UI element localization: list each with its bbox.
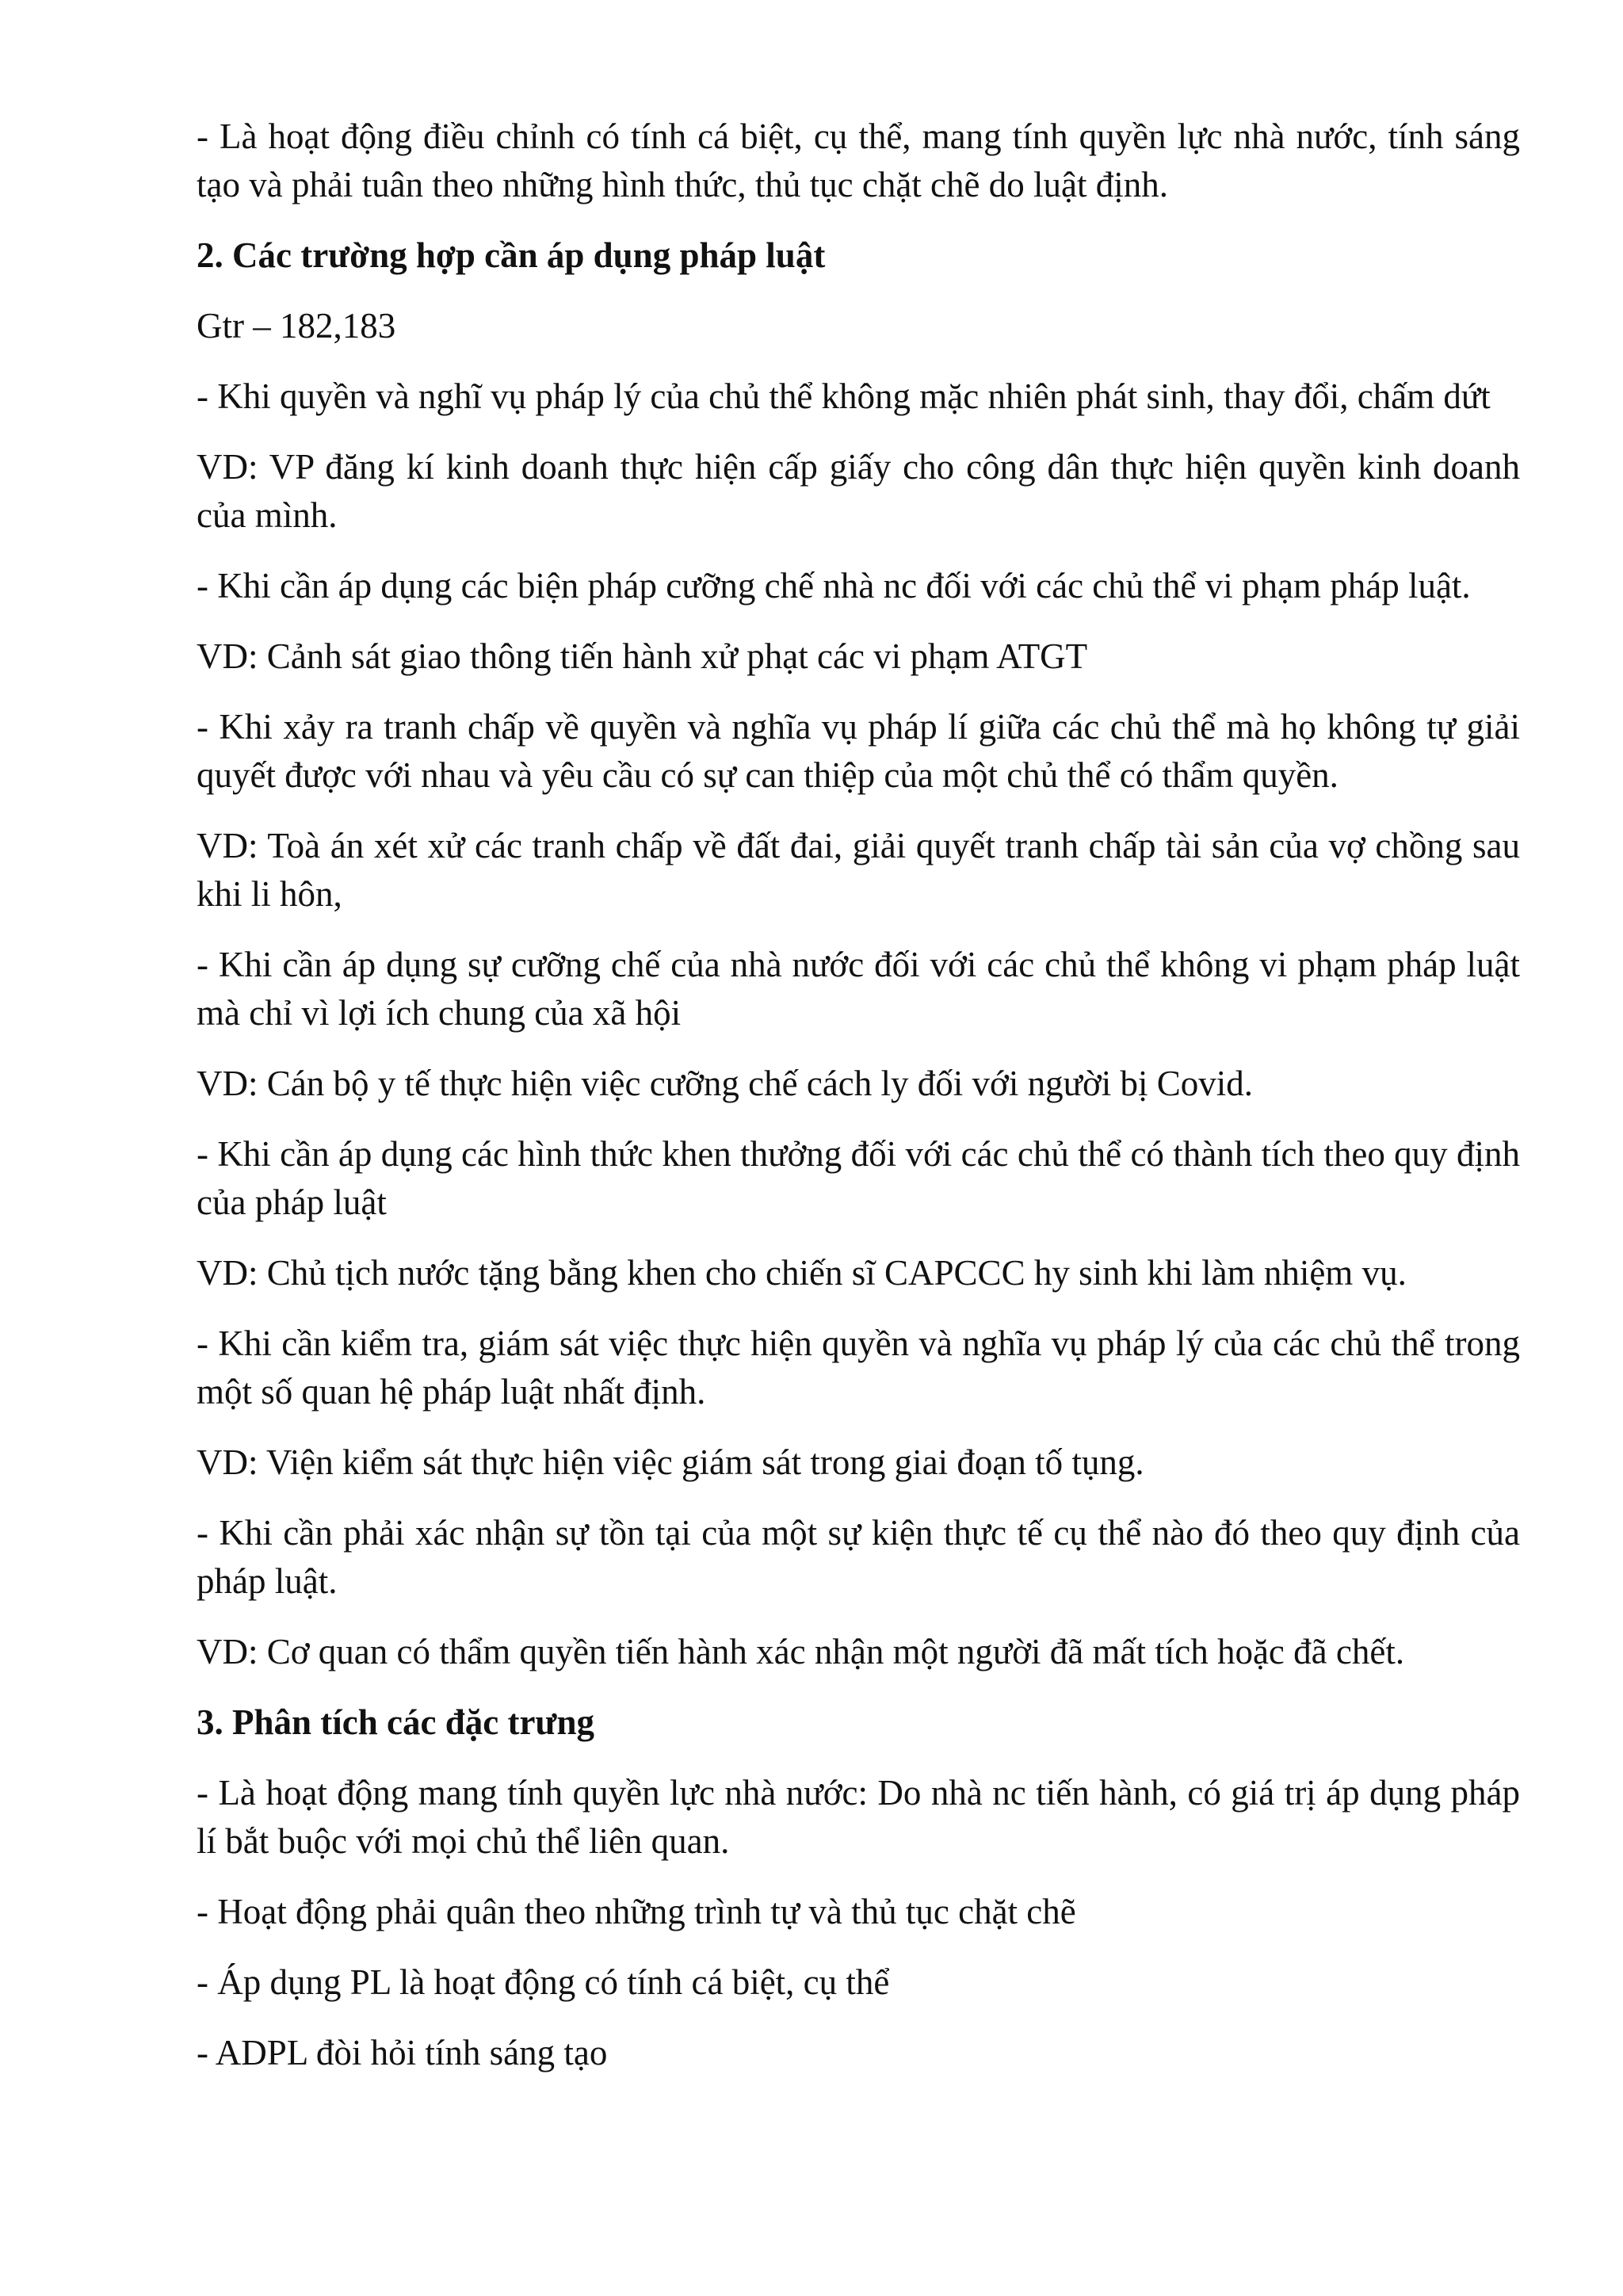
feature-1-paragraph: - Là hoạt động mang tính quyền lực nhà nước: Do nhà nc tiến hành, có giá trị áp dụng pháp lí bắt buộc với mọi chủ thể liên quan. — [197, 1773, 1520, 1861]
textbook-reference: Gtr – 182,183 — [197, 306, 396, 346]
case-6-paragraph: - Khi cần kiểm tra, giám sát việc thực hiện quyền và nghĩa vụ pháp lý của các chủ thể trong một số quan hệ pháp luật nhất định. — [197, 1324, 1520, 1412]
case-4-example: VD: Cán bộ y tế thực hiện việc cưỡng chế cách ly đối với người bị Covid. — [197, 1064, 1254, 1103]
section-2-heading: 2. Các trường hợp cần áp dụng pháp luật — [197, 235, 826, 275]
section-3-heading: 3. Phân tích các đặc trưng — [197, 1702, 594, 1742]
feature-3-paragraph: - Áp dụng PL là hoạt động có tính cá biệt, cụ thể — [197, 1962, 890, 2002]
case-5-example: VD: Chủ tịch nước tặng bằng khen cho chiến sĩ CAPCCC hy sinh khi làm nhiệm vụ. — [197, 1253, 1407, 1293]
case-4-paragraph: - Khi cần áp dụng sự cưỡng chế của nhà nước đối với các chủ thể không vi phạm pháp luật mà chỉ vì lợi ích chung của xã hội — [197, 945, 1520, 1033]
case-3-example: VD: Toà án xét xử các tranh chấp về đất đai, giải quyết tranh chấp tài sản của vợ chồng sau khi li hôn, — [197, 826, 1520, 914]
case-7-example: VD: Cơ quan có thẩm quyền tiến hành xác nhận một người đã mất tích hoặc đã chết. — [197, 1632, 1405, 1671]
feature-4-paragraph: - ADPL đòi hỏi tính sáng tạo — [197, 2033, 608, 2073]
case-3-paragraph: - Khi xảy ra tranh chấp về quyền và nghĩa vụ pháp lí giữa các chủ thể mà họ không tự giải quyết được với nhau và yêu cầu có sự can thiệp của một chủ thể có thẩm quyền. — [197, 707, 1520, 795]
case-6-example: VD: Viện kiểm sát thực hiện việc giám sát trong giai đoạn tố tụng. — [197, 1442, 1144, 1482]
intro-feature-paragraph: - Là hoạt động điều chỉnh có tính cá biệt, cụ thể, mang tính quyền lực nhà nước, tính sáng tạo và phải tuân theo những hình thức, thủ tục chặt chẽ do luật định. — [197, 117, 1520, 204]
case-2-example: VD: Cảnh sát giao thông tiến hành xử phạt các vi phạm ATGT — [197, 636, 1088, 676]
case-7-paragraph: - Khi cần phải xác nhận sự tồn tại của một sự kiện thực tế cụ thể nào đó theo quy định của pháp luật. — [197, 1513, 1520, 1601]
case-5-paragraph: - Khi cần áp dụng các hình thức khen thưởng đối với các chủ thể có thành tích theo quy định của pháp luật — [197, 1134, 1520, 1222]
feature-2-paragraph: - Hoạt động phải quân theo những trình tự và thủ tục chặt chẽ — [197, 1892, 1076, 1931]
case-2-paragraph: - Khi cần áp dụng các biện pháp cưỡng chế nhà nc đối với các chủ thể vi phạm pháp luật. — [197, 566, 1471, 606]
document-page — [197, 113, 1520, 2099]
case-1-example: VD: VP đăng kí kinh doanh thực hiện cấp giấy cho công dân thực hiện quyền kinh doanh của mình. — [197, 447, 1520, 535]
case-1-paragraph: - Khi quyền và nghĩ vụ pháp lý của chủ thể không mặc nhiên phát sinh, thay đổi, chấm dứt — [197, 376, 1491, 416]
